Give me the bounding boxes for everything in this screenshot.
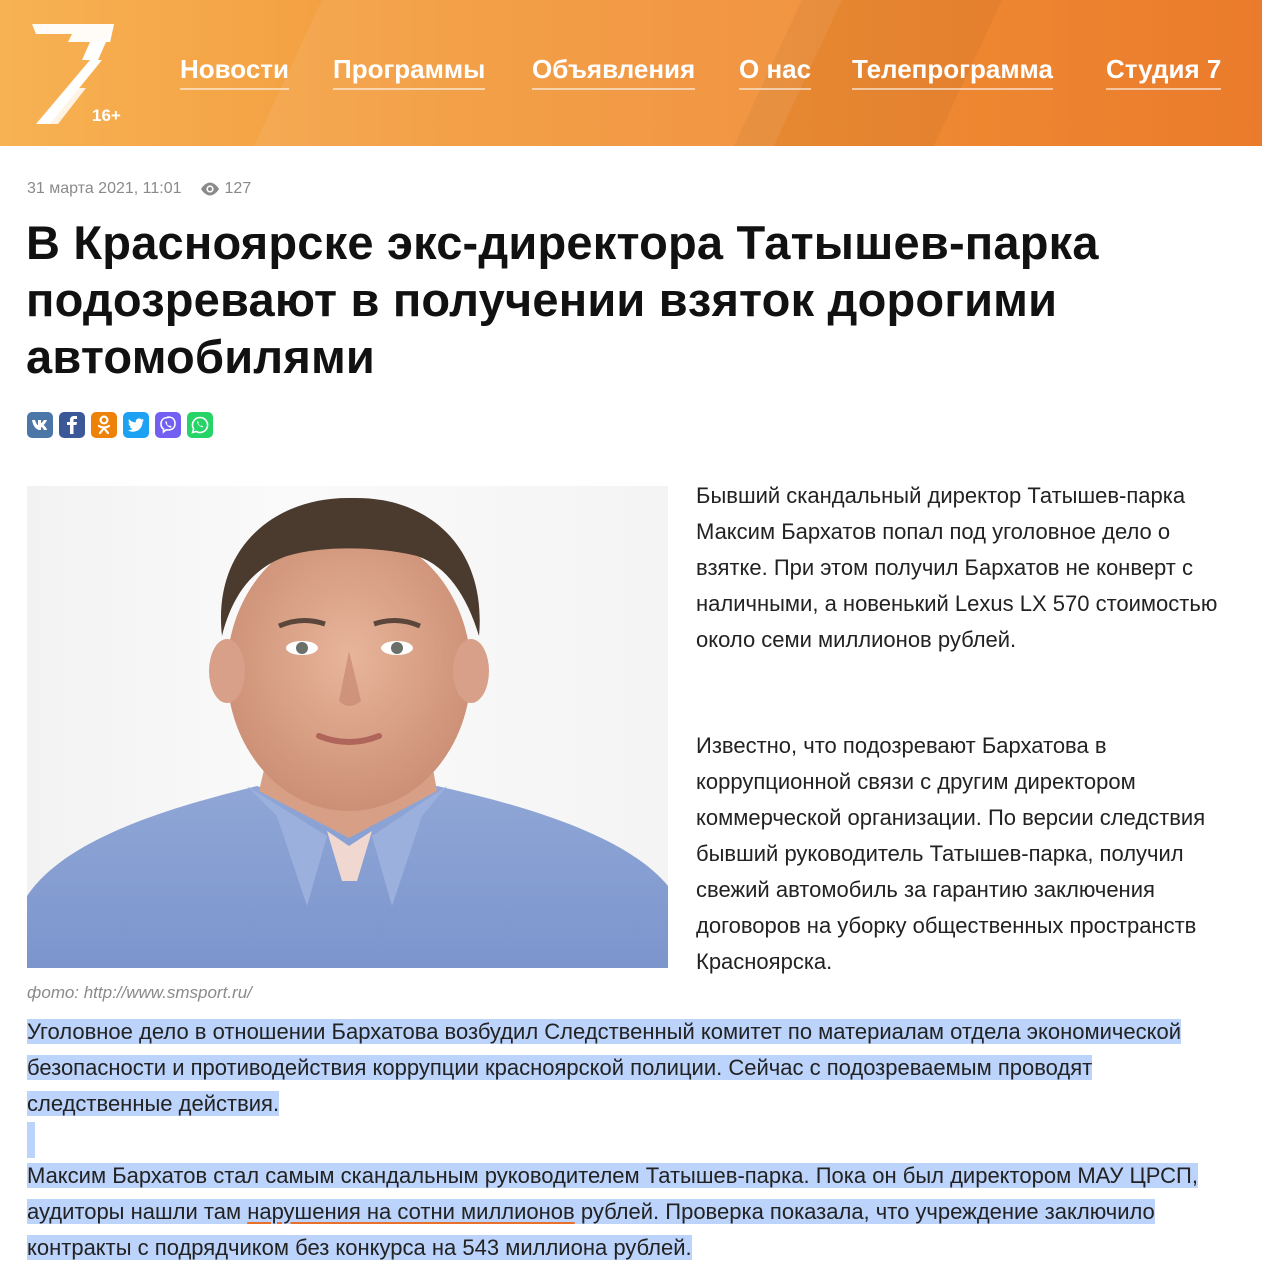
- person-portrait-image: [27, 486, 668, 968]
- views-count: 127: [224, 180, 252, 197]
- nav-tv-schedule[interactable]: Телепрограмма: [852, 54, 1053, 90]
- vk-icon[interactable]: [27, 412, 53, 438]
- whatsapp-icon[interactable]: [187, 412, 213, 438]
- share-buttons: [27, 412, 213, 438]
- paragraph-4-before: Максим Бархатов стал самым скандальным руководителем Татышев-парка. Пока он был директором МАУ ЦРСП, аудиторы нашли там: [27, 1163, 1198, 1224]
- violations-link[interactable]: нарушения на сотни миллионов: [247, 1199, 575, 1224]
- paragraph-4-text: [27, 1163, 1198, 1260]
- paragraph-2: Известно, что подозревают Бархатова в коррупционной связи с другим директором коммерческой организации. По версии следствия бывший руководитель Татышев-парка, получил свежий автомобиль за гарантию заключения договоров на уборку общественных пространств Красноярска.: [696, 733, 1206, 974]
- article-date: 31 марта 2021, 11:01: [27, 180, 182, 197]
- site-header: [0, 0, 1262, 146]
- paragraph-4: [27, 1158, 1242, 1266]
- paragraph-4-after: рублей. Проверка показала, что учреждение заключило контракты с подрядчиком без конкурса на 543 миллиона рублей.: [27, 1199, 1155, 1260]
- paragraph-1: Бывший скандальный директор Татышев-парка Максим Бархатов попал под уголовное дело о взятке. При этом получил Бархатов не конверт с наличными, а новенький Lexus LX 570 стоимостью около семи миллионов рублей.: [696, 483, 1218, 652]
- nav-programs[interactable]: Программы: [333, 54, 485, 90]
- article-title: В Красноярске экс-директора Татышев-парка подозревают в получении взяток дорогими автомобилями: [26, 216, 1099, 383]
- photo-caption: фото: http://www.smsport.ru/: [27, 983, 252, 1002]
- eye-icon: [200, 182, 220, 196]
- paragraph-3-text: Уголовное дело в отношении Бархатова возбудил Следственный комитет по материалам отдела экономической безопасности и противодействия коррупции красноярской полиции. Сейчас с подозреваемым проводят следственные действия.: [27, 1019, 1182, 1116]
- nav-about[interactable]: О нас: [739, 54, 811, 90]
- nav-ads[interactable]: Объявления: [532, 54, 695, 90]
- twitter-icon[interactable]: [123, 412, 149, 438]
- viber-icon[interactable]: [155, 412, 181, 438]
- age-rating: 16+: [92, 106, 121, 125]
- selection-gap: [27, 1122, 35, 1158]
- paragraph-3: [27, 1014, 1242, 1122]
- views-counter: [200, 180, 252, 198]
- article-meta: [27, 180, 251, 198]
- odnoklassniki-icon[interactable]: [91, 412, 117, 438]
- nav-studio-7[interactable]: Студия 7: [1106, 54, 1221, 90]
- facebook-icon[interactable]: [59, 412, 85, 438]
- nav-news[interactable]: Новости: [180, 54, 289, 90]
- article-photo: [27, 486, 668, 968]
